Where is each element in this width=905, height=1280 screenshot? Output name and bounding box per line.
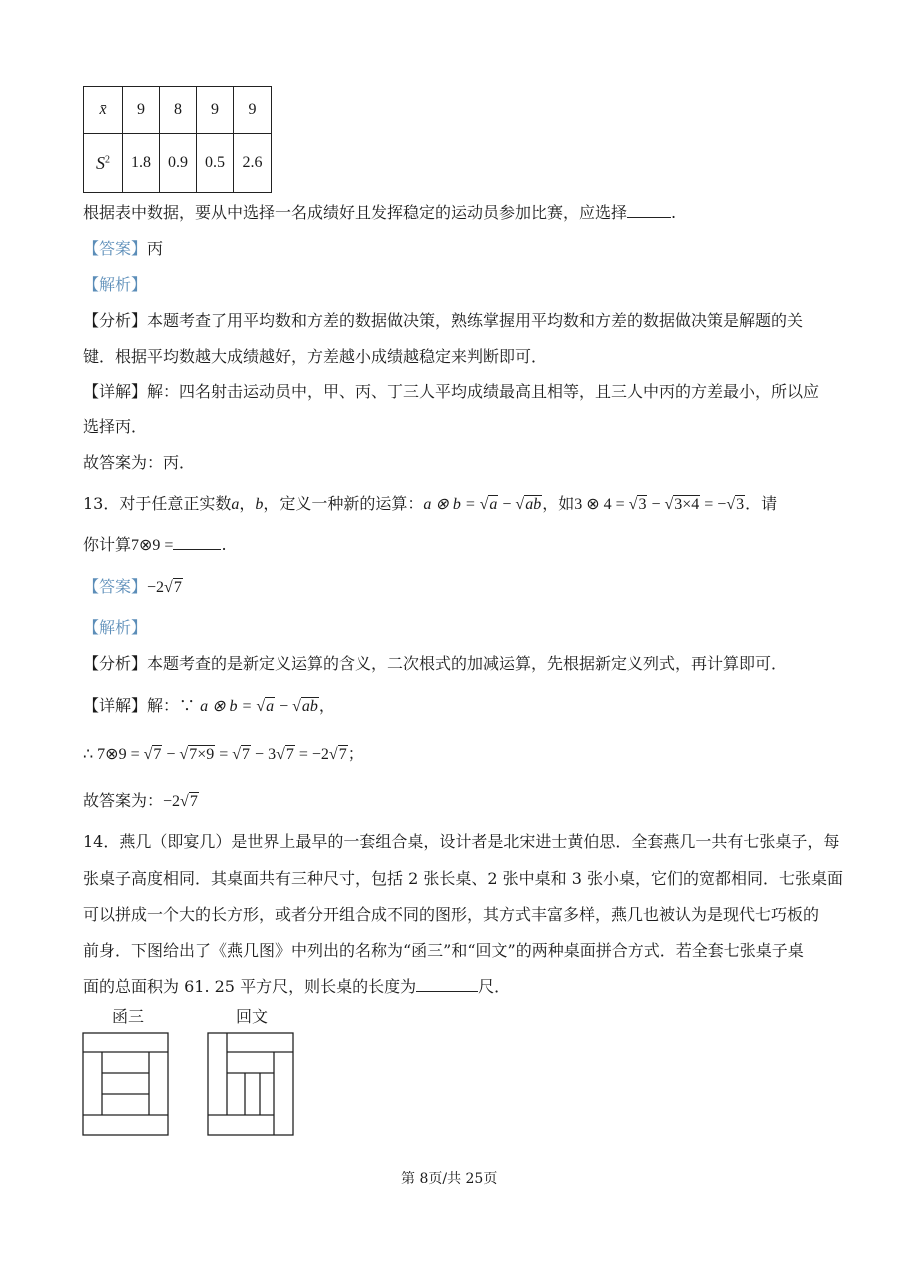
q13-therefore: ∴ 7⊗9 = √7 − √7×9 = √7 − 3√7 = −2√7； bbox=[83, 744, 364, 763]
stats-table bbox=[83, 86, 272, 193]
variance-label: $S^2$ bbox=[84, 134, 123, 193]
figure-label-huiwen: 回文 bbox=[236, 1007, 269, 1026]
table-row bbox=[84, 134, 272, 193]
table-cell: 9 bbox=[123, 87, 160, 134]
q13-line2: 你计算7⊗9 = . bbox=[83, 535, 227, 554]
q14-line5: 面的总面积为 61. 25 平方尺，则长桌的长度为 尺． bbox=[83, 977, 511, 996]
q12-conclusion: 故答案为：丙． bbox=[83, 453, 196, 472]
q14-line2: 张桌子高度相同．其桌面共有三种尺寸，包括 2 张长桌、2 张中桌和 3 张小桌，它们的宽都相同．七张桌面 bbox=[83, 869, 843, 888]
table-row bbox=[84, 87, 272, 134]
q12-question: 根据表中数据，要从中选择一名成绩好且发挥稳定的运动员参加比赛，应选择 . bbox=[83, 203, 677, 222]
q14-line4: 前身．下图给出了《燕几图》中列出的名称为“函三”和“回文”的两种桌面拼合方式．若全套七张桌子桌 bbox=[83, 941, 804, 960]
table-cell: 0.9 bbox=[160, 134, 197, 193]
q13-analysis-tag: 【解析】 bbox=[83, 618, 148, 637]
huiwen-diagram bbox=[205, 1030, 297, 1138]
table-cell: 9 bbox=[197, 87, 234, 134]
q13-fenxi: 【分析】本题考查的是新定义运算的含义，二次根式的加减运算，先根据新定义列式，再计算即可． bbox=[83, 654, 788, 673]
q14-line1: 14．燕几（即宴几）是世界上最早的一套组合桌，设计者是北宋进士黄伯思．全套燕几一共有七张桌子，每 bbox=[83, 832, 840, 851]
q12-detail-line1: 【详解】解：四名射击运动员中，甲、丙、丁三人平均成绩最高且相等，且三人中丙的方差最小，所以应 bbox=[83, 382, 820, 401]
hansan-diagram bbox=[80, 1030, 172, 1138]
table-cell: 1.8 bbox=[123, 134, 160, 193]
page-footer: 第 8页/共 25页 bbox=[401, 1171, 498, 1187]
figure-label-hansan: 函三 bbox=[112, 1007, 145, 1026]
q13-conclusion: 故答案为：−2√7 bbox=[83, 791, 198, 810]
q12-detail-line2: 选择丙． bbox=[83, 417, 148, 436]
q12-fenxi-line2: 键．根据平均数越大成绩越好，方差越小成绩越稳定来判断即可． bbox=[83, 347, 548, 366]
table-cell: 2.6 bbox=[234, 134, 272, 193]
q13-detail: 【详解】解：∵ a ⊗ b = √a − √ab， bbox=[83, 696, 335, 715]
table-cell: 9 bbox=[234, 87, 272, 134]
q12-answer: 【答案】丙 bbox=[83, 239, 164, 258]
q14-line3: 可以拼成一个大的长方形，或者分开组合成不同的图形，其方式丰富多样，燕几也被认为是现代七巧板的 bbox=[83, 905, 820, 924]
mean-label: x̄ bbox=[84, 87, 123, 134]
q13-line1: 13．对于任意正实数a，b，定义一种新的运算：a ⊗ b = √a − √ab，如3 ⊗ 4 = √3 − √3×4 = −√3．请 bbox=[83, 494, 778, 513]
q12-fenxi-line1: 【分析】本题考查了用平均数和方差的数据做决策，熟练掌握用平均数和方差的数据做决策是解题的关 bbox=[83, 311, 804, 330]
q13-answer: 【答案】−2√7 bbox=[83, 577, 182, 596]
q12-analysis-tag: 【解析】 bbox=[83, 275, 148, 294]
table-cell: 0.5 bbox=[197, 134, 234, 193]
table-cell: 8 bbox=[160, 87, 197, 134]
